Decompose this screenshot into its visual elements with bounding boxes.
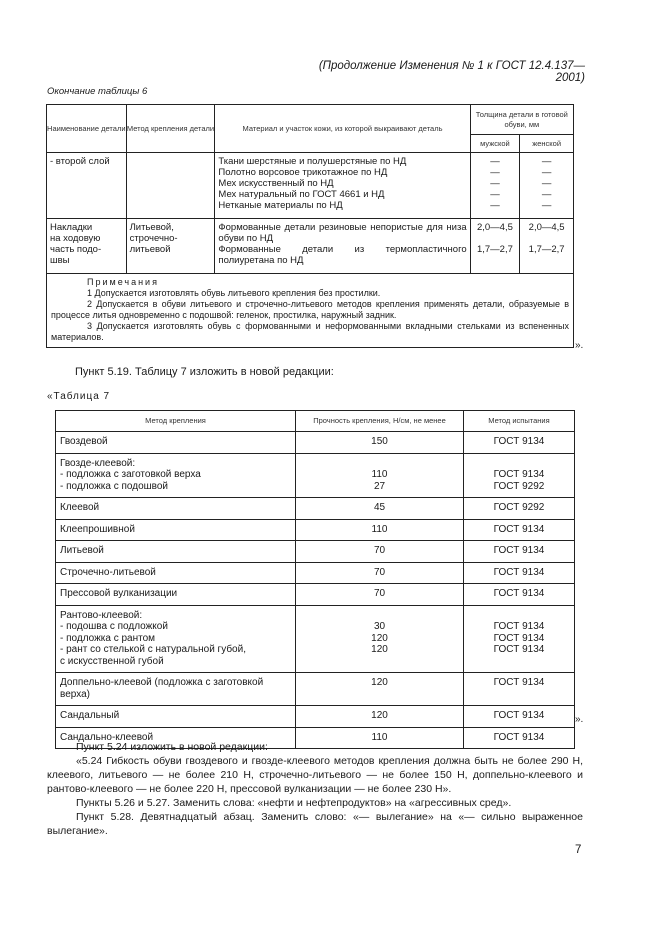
t6-header-name: Наименование детали <box>47 105 127 153</box>
table7-quote-end: ». <box>575 714 584 725</box>
table-row: Доппельно-клеевой (подложка с заготовкой верха) 120 ГОСТ 9134 <box>56 673 575 706</box>
t6-row2-method: Литьевой, строчечно- литьевой <box>126 219 215 274</box>
t6-row2-male: 2,0—4,5 1,7—2,7 <box>470 219 520 274</box>
table-row: Рантово-клеевой: - подошва с подложкой - подложка с рантом - рант со стелькой с натуральной губой, с искусственной губой 30 120 120 ГОСТ 9134 ГОСТ 9134 ГОСТ 9134 <box>56 605 575 673</box>
table-row: Строчечно-литьевой 70 ГОСТ 9134 <box>56 562 575 584</box>
table-row: Гвоздевой 150 ГОСТ 9134 <box>56 432 575 454</box>
table-row: Литьевой 70 ГОСТ 9134 <box>56 541 575 563</box>
t7-header-test: Метод испытания <box>464 411 575 432</box>
table6-caption: Окончание таблицы 6 <box>47 86 148 97</box>
t7-header-method: Метод крепления <box>56 411 296 432</box>
t6-row2-female: 2,0—4,5 1,7—2,7 <box>520 219 574 274</box>
table-row: Гвозде-клеевой: - подложка с заготовкой верха - подложка с подошвой 110 27 ГОСТ 9134 ГОСТ 9292 <box>56 453 575 498</box>
paragraph-5-28: Пункт 5.28. Девятнадцатый абзац. Заменить слово: «— вылегание» на «— сильно выраженное вылегание». <box>47 811 583 837</box>
t6-row1-male: — — — — — <box>470 153 520 219</box>
t6-row2-materials: Формованные детали резиновые непористые для низа обуви по НД Формованные детали из термопластичного полиуретана по НД <box>215 219 470 274</box>
table-row: Клеепрошивной 110 ГОСТ 9134 <box>56 519 575 541</box>
t6-row1-name: - второй слой <box>47 153 127 219</box>
page-number: 7 <box>575 844 582 856</box>
table-row: Сандально-клеевой 110 ГОСТ 9134 <box>56 727 575 749</box>
t6-row2-name: Накладки на ходовую часть подо- швы <box>47 219 127 274</box>
paragraph-5-24: Пункт 5.24 изложить в новой редакции: <box>76 741 268 753</box>
t6-notes: Примечания 1 Допускается изготовлять обувь литьевого крепления без простилки. 2 Допускается в обуви литьевого и строчечно-литьевого методов крепления применять детали, образуемые в процессе литья одновременно с подошвой: геленок, простилка, наружный задник. 3 Допускается изготовлять обувь с формованными и неформованными вкладными стельками из вспененных материалов. <box>47 274 574 348</box>
table-row: Прессовой вулканизации 70 ГОСТ 9134 <box>56 584 575 606</box>
table-row: Клеевой 45 ГОСТ 9292 <box>56 498 575 520</box>
t6-header-female: женской <box>520 135 574 153</box>
t6-header-male: мужской <box>470 135 520 153</box>
t6-header-method: Метод крепления детали <box>126 105 215 153</box>
t6-header-material: Материал и участок кожи, из которой выкраивают деталь <box>215 105 470 153</box>
table-row: Сандальный 120 ГОСТ 9134 <box>56 706 575 728</box>
t6-row1-materials: Ткани шерстяные и полушерстяные по НД Полотно ворсовое трикотажное по НД Мех искусственный по НД Мех натуральный по ГОСТ 4661 и НД Нетканые материалы по НД <box>215 153 470 219</box>
paragraph-5-24-text: «5.24 Гибкость обуви гвоздевого и гвоздe-клеевого методов крепления должна быть не более 290 Н, клеевого, литьевого — не более 210 Н, строчечно-литьевого — не более 150 Н, доппельно-клеевого и рантово-клеевого — не более 220 Н, прессовой вулканизации — не более 230 Н». <box>47 755 583 795</box>
t6-row1-method <box>126 153 215 219</box>
t6-header-thickness: Толщина детали в готовой обуви, мм <box>470 105 573 135</box>
table7-caption: «Таблица 7 <box>47 391 111 402</box>
table6-quote-end: ». <box>575 340 584 351</box>
paragraph-5-19: Пункт 5.19. Таблицу 7 изложить в новой редакции: <box>75 366 334 378</box>
t7-header-strength: Прочность крепления, Н/см, не менее <box>296 411 464 432</box>
t6-row1-female: — — — — — <box>520 153 574 219</box>
body-text <box>47 740 583 838</box>
page-header: (Продолжение Изменения № 1 к ГОСТ 12.4.137—2001) <box>318 60 585 84</box>
paragraph-5-26: Пункты 5.26 и 5.27. Заменить слова: «нефти и нефтепродуктов» на «агрессивных сред». <box>76 797 512 809</box>
table-7 <box>55 410 575 749</box>
table-6 <box>46 104 574 348</box>
